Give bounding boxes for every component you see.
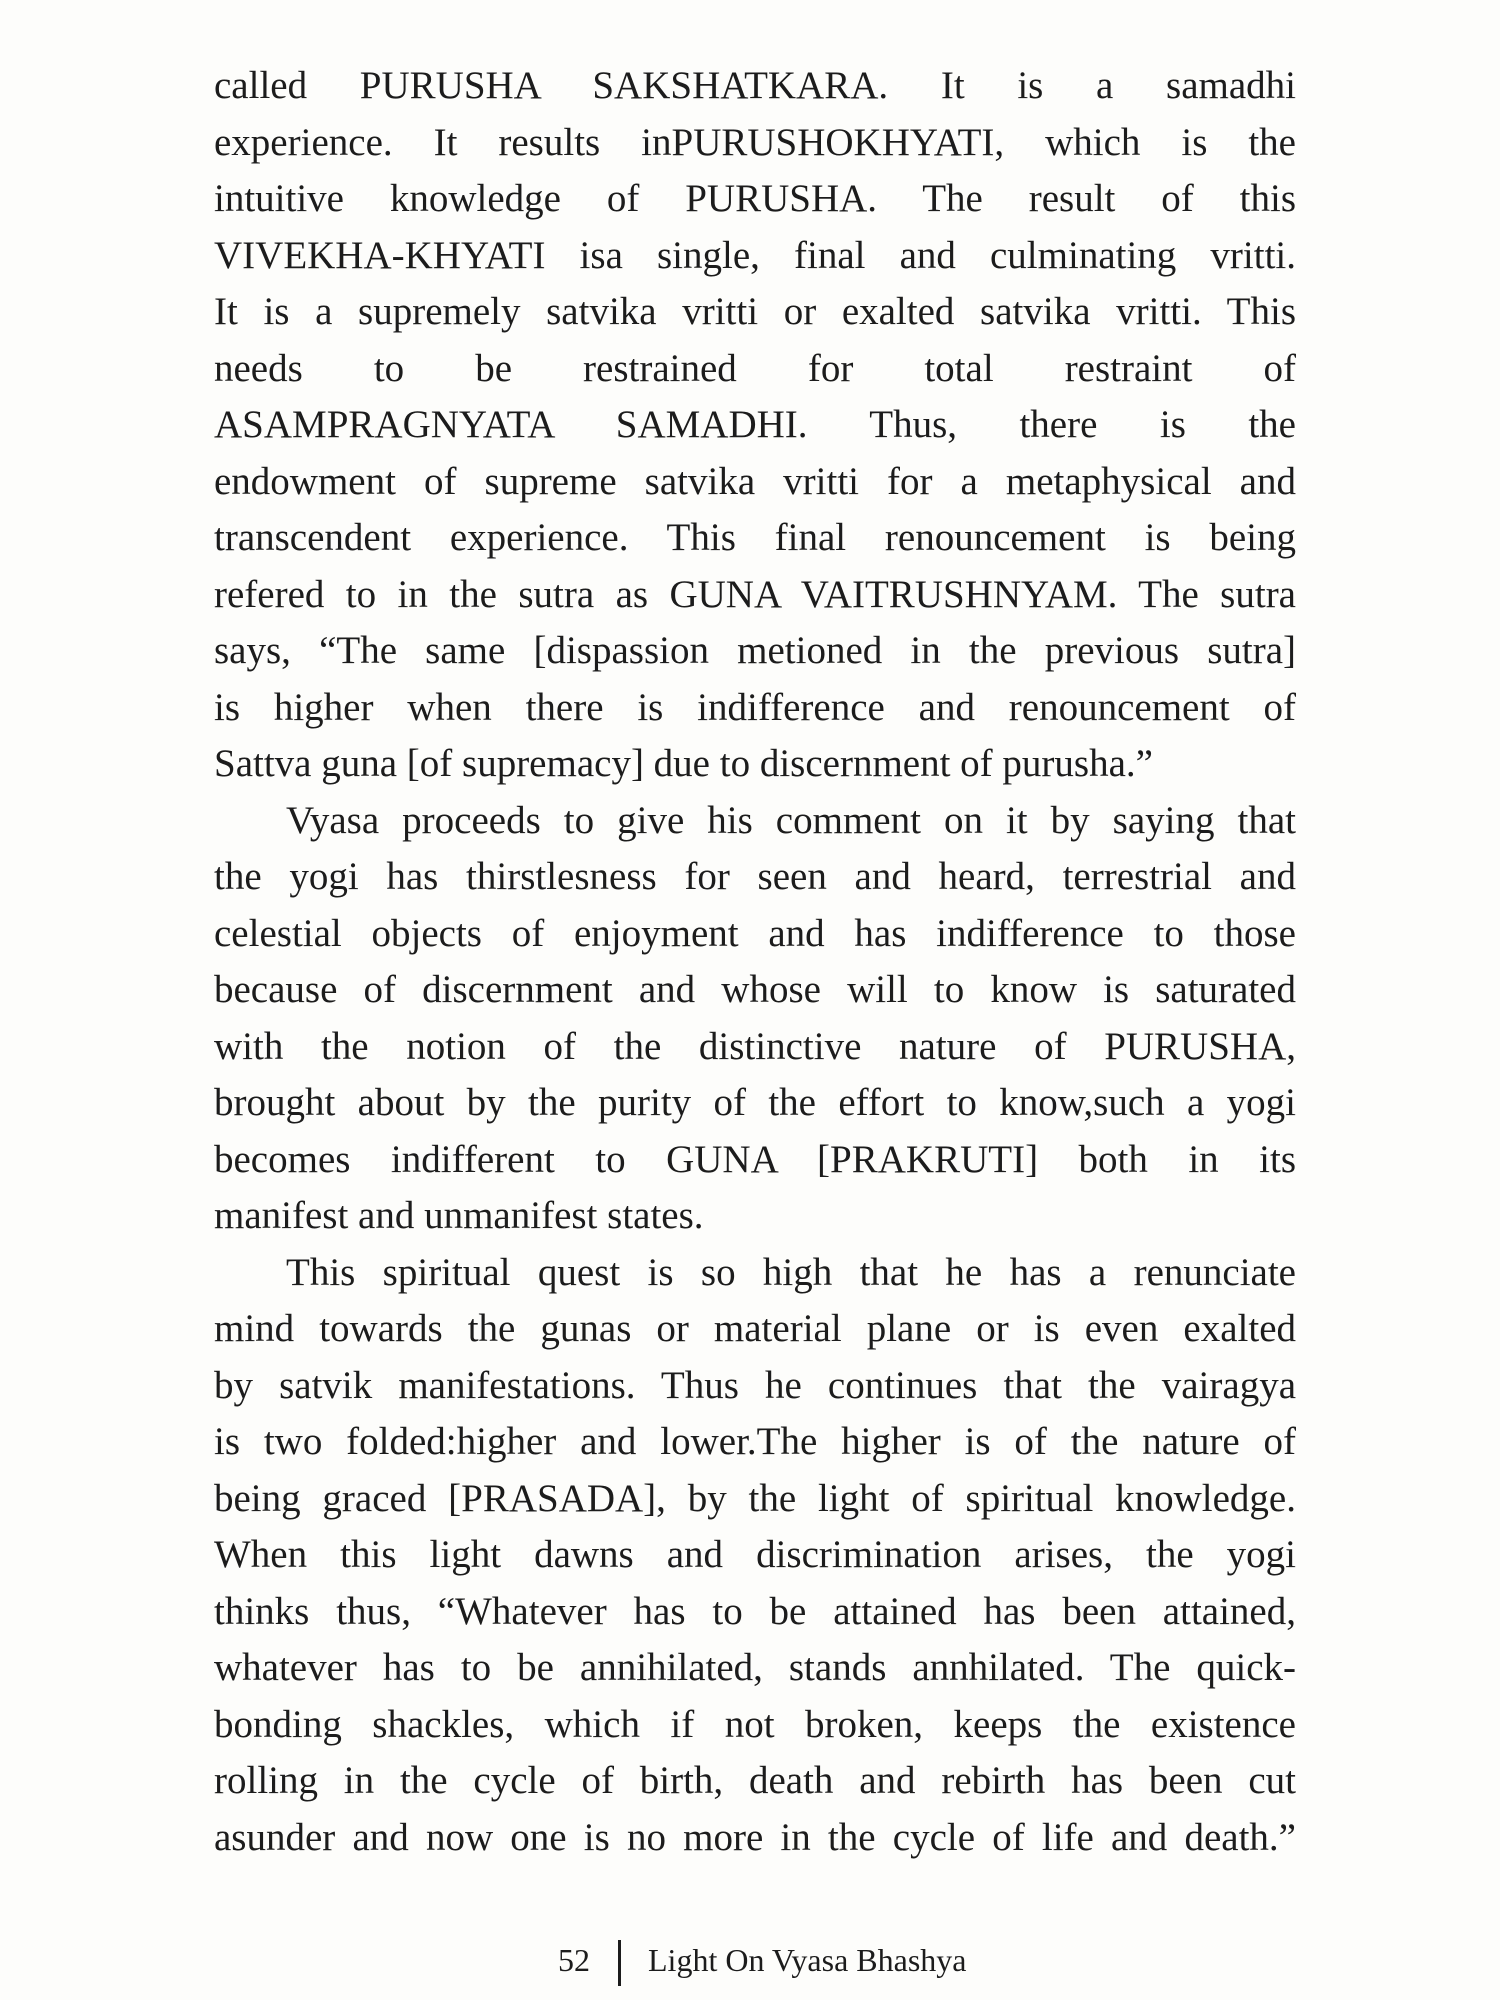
page-footer <box>0 1930 1500 1990</box>
text-line: endowment of supreme satvika vritti for a metaphysical and <box>214 459 1296 503</box>
text-line: brought about by the purity of the effort to know,such a yogi <box>214 1081 1296 1124</box>
text-line: because of discernment and whose will to know is saturated <box>214 968 1296 1011</box>
running-title: Light On Vyasa Bhashya <box>648 1942 967 1978</box>
text-line: with the notion of the distinctive nature of PURUSHA, <box>214 1024 1296 1068</box>
text-line: When this light dawns and discrimination arises, the yogi <box>214 1533 1296 1576</box>
text-line: needs to be restrained for total restraint of <box>214 346 1296 390</box>
text-line: the yogi has thirstlesness for seen and heard, terrestrial and <box>214 855 1296 898</box>
text-line: manifest and unmanifest states. <box>214 1194 704 1237</box>
text-line: thinks thus, “Whatever has to be attained has been attained, <box>214 1589 1296 1633</box>
text-line: This spiritual quest is so high that he has a renunciate <box>286 1250 1296 1294</box>
footer-divider <box>618 1940 621 1986</box>
text-line: mind towards the gunas or material plane or is even exalted <box>214 1307 1296 1350</box>
text-line: Sattva guna [of supremacy] due to discernment of purusha.” <box>214 742 1153 785</box>
text-line: says, “The same [dispassion metioned in the previous sutra] <box>214 629 1296 672</box>
text-line: rolling in the cycle of birth, death and rebirth has been cut <box>214 1759 1296 1802</box>
text-line: whatever has to be annihilated, stands annhilated. The quick- <box>214 1646 1296 1689</box>
text-line: refered to in the sutra as GUNA VAITRUSHNYAM. The sutra <box>214 572 1296 616</box>
text-line: is two folded:higher and lower.The higher is of the nature of <box>214 1420 1296 1463</box>
text-line: bonding shackles, which if not broken, keeps the existence <box>214 1702 1296 1746</box>
page-number: 52 <box>558 1942 590 1978</box>
text-line: being graced [PRASADA], by the light of spiritual knowledge. <box>214 1476 1296 1520</box>
text-line: is higher when there is indifference and renouncement of <box>214 685 1296 729</box>
text-line: Vyasa proceeds to give his comment on it by saying that <box>286 798 1296 842</box>
text-line: becomes indifferent to GUNA [PRAKRUTI] both in its <box>214 1137 1296 1181</box>
text-line: called PURUSHA SAKSHATKARA. It is a samadhi <box>214 64 1296 107</box>
text-line: It is a supremely satvika vritti or exalted satvika vritti. This <box>214 290 1296 333</box>
text-line: experience. It results inPURUSHOKHYATI, which is the <box>214 120 1296 164</box>
text-line: intuitive knowledge of PURUSHA. The result of this <box>214 177 1296 220</box>
text-line: celestial objects of enjoyment and has indifference to those <box>214 911 1296 955</box>
text-line: VIVEKHA-KHYATI isa single, final and culminating vritti. <box>214 233 1296 277</box>
text-line: ASAMPRAGNYATA SAMADHI. Thus, there is the <box>214 403 1296 446</box>
text-line: asunder and now one is no more in the cycle of life and death.” <box>214 1815 1296 1859</box>
text-line: transcendent experience. This final renouncement is being <box>214 516 1296 559</box>
text-line: by satvik manifestations. Thus he continues that the vairagya <box>214 1363 1296 1407</box>
body-text <box>214 58 1296 1866</box>
